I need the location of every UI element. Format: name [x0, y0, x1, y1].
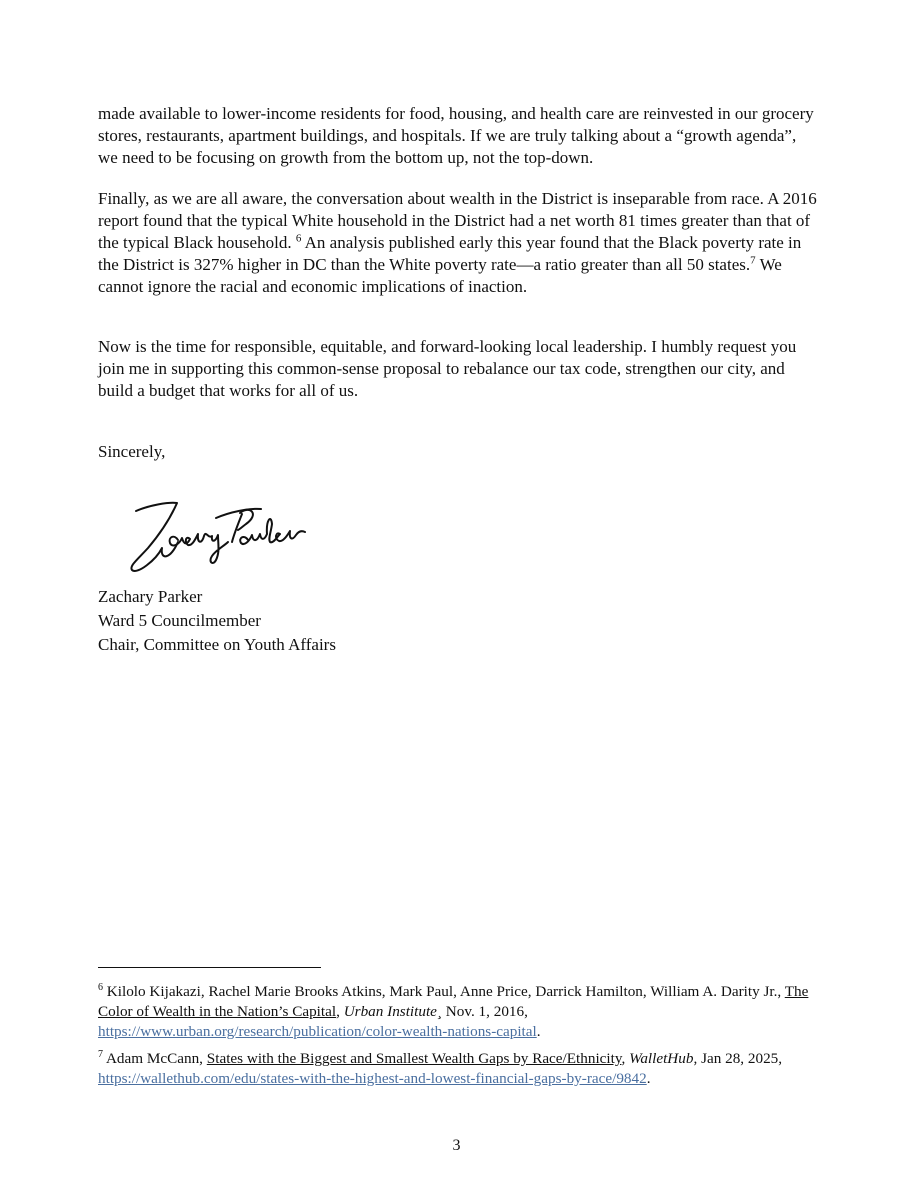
handwritten-signature	[124, 490, 324, 576]
footnote: $^7$ Adam McCann, States with the Biggest and Smallest Wealth Gaps by Race/Ethnicity, WalletHub, Jan 28, 2025, https://wallethub.com/edu/states-with-the-highest-and-lowest-financial-gaps-by-race/9842.	[98, 1048, 783, 1087]
footnote-authors: Adam McCann,	[105, 1050, 203, 1067]
footnote-publisher: Urban Institute	[343, 1003, 437, 1020]
footnote-number: 6	[98, 981, 103, 993]
footnote-title: States with the Biggest and Smallest Wealth Gaps by Race/Ethnicity	[206, 1050, 622, 1067]
footnote-publisher: WalletHub	[629, 1050, 694, 1067]
signer-title: Ward 5 Councilmember	[98, 611, 261, 630]
footnote: $^6$ Kilolo Kijakazi, Rachel Marie Brooks Atkins, Mark Paul, Anne Price, Darrick Hamilton, William A. Darity Jr., The Color of Wealth in the Nation’s Capital, Urban Institute¸ Nov. 1, 2016, https://www.urban.org/research/publication/color-wealth-nations-capital.	[98, 981, 809, 1040]
footnote-date: Jan 28, 2025,	[701, 1050, 783, 1067]
footnote-number: 7	[98, 1048, 103, 1060]
paragraph-text: An analysis published early this year found that the Black poverty rate in the District is 327% higher in DC than the White poverty rate—a ratio greater than all 50 states.	[98, 233, 802, 274]
body-paragraph: made available to lower-income residents for food, housing, and health care are reinvested in our grocery stores, restaurants, apartment buildings, and hospitals. If we are truly talking about a “growth agenda”, we need to be focusing on growth from the bottom up, not the top-down.	[98, 104, 814, 167]
page-number: 3	[452, 1137, 461, 1154]
body-paragraph: Now is the time for responsible, equitable, and forward-looking local leadership. I humbly request you join me in supporting this common-sense proposal to rebalance our tax code, strengthen our city, and build a budget that works for all of us.	[98, 337, 797, 400]
footnote-title: The Color of Wealth in the Nation’s Capital	[98, 983, 809, 1020]
paragraph-text: Finally, as we are all aware, the conversation about wealth in the District is inseparable from race. A 2016 report found that the typical White household in the District had a net worth 81 times greater than that of the typical Black household.	[98, 189, 817, 252]
footnote-authors: Kilolo Kijakazi, Rachel Marie Brooks Atkins, Mark Paul, Anne Price, Darrick Hamilton, William A. Darity Jr.,	[106, 983, 782, 1000]
paragraph-text: We cannot ignore the racial and economic implications of inaction.	[98, 255, 782, 296]
body-paragraph	[98, 188, 818, 298]
signer-name: Zachary Parker	[98, 587, 203, 606]
footnote-link[interactable]: https://www.urban.org/research/publication/color-wealth-nations-capital	[98, 1023, 537, 1040]
footnote-divider	[98, 967, 321, 968]
footnote-ref: 6	[295, 232, 302, 245]
closing-salutation: Sincerely,	[98, 442, 166, 461]
footnote-date: Nov. 1, 2016,	[445, 1003, 528, 1020]
signer-committee: Chair, Committee on Youth Affairs	[98, 635, 336, 654]
signer-block	[98, 585, 336, 657]
footnote-link[interactable]: https://wallethub.com/edu/states-with-the-highest-and-lowest-financial-gaps-by-race/9842	[98, 1070, 647, 1087]
footnote-ref: 7	[750, 254, 756, 267]
